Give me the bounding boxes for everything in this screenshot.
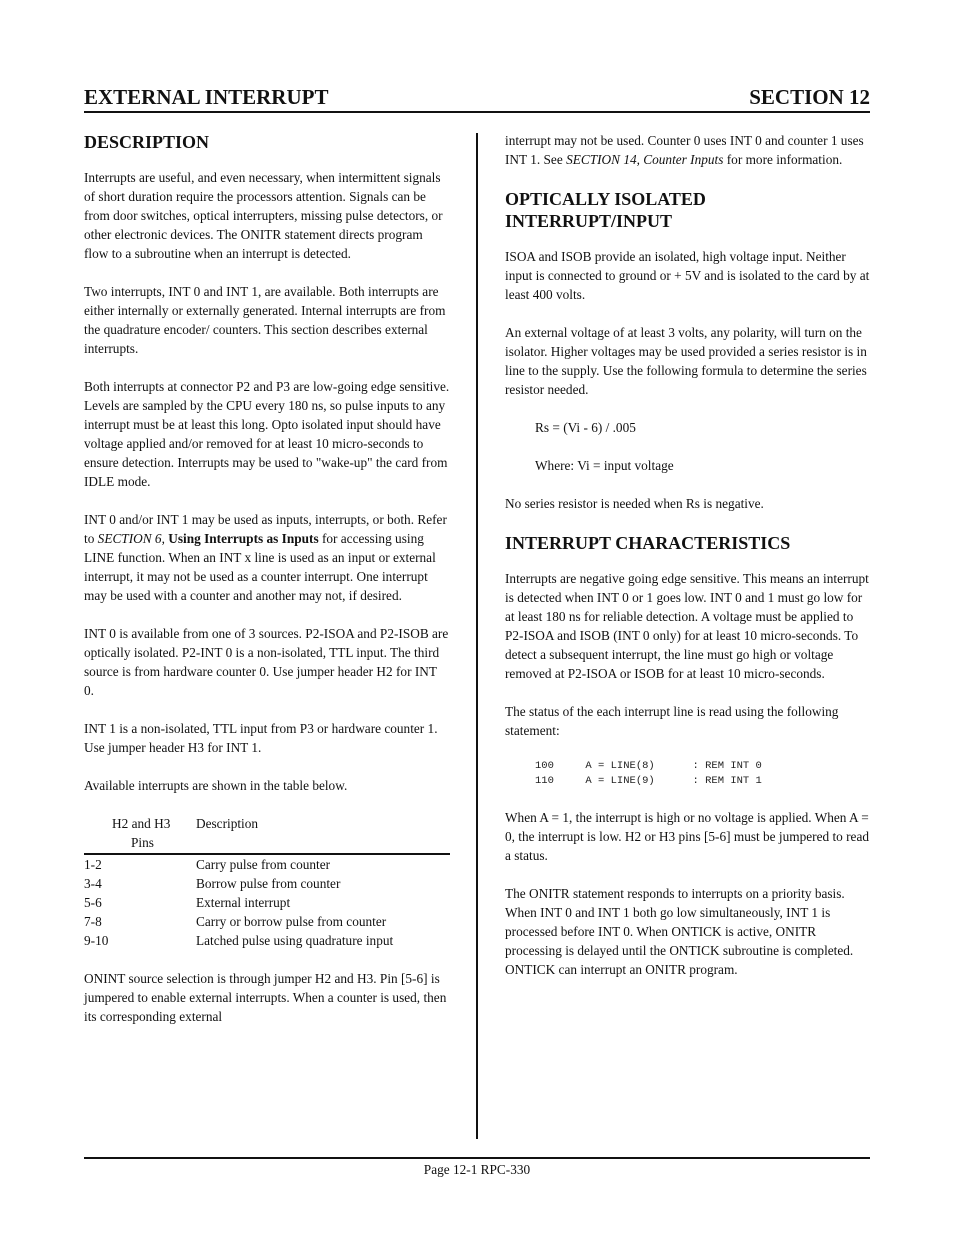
- column-divider: [476, 133, 478, 1139]
- paragraph: ONINT source selection is through jumper H2 and H3. Pin [5-6] is jumpered to enable external interrupts. When a counter is used, then its corresponding external: [84, 971, 447, 1024]
- pins-column-header: [84, 814, 196, 854]
- paragraph: Two interrupts, INT 0 and INT 1, are available. Both interrupts are either internally or externally generated. Internal interrupts are from the quadrature encoder/ counters. This section describes external interrupts.: [84, 284, 446, 356]
- section-reference: SECTION 14, Counter Inputs: [566, 152, 724, 167]
- page-footer: Page 12-1 RPC-330: [423, 1162, 531, 1177]
- text: INT 0 and/or INT 1 may be used as inputs, interrupts, or both. Refer to: [84, 512, 447, 546]
- bold-reference: Using Interrupts as Inputs: [168, 531, 319, 546]
- table-row: [84, 912, 450, 931]
- section-reference: SECTION 6: [97, 531, 162, 546]
- pins-cell: 7-8: [84, 914, 102, 929]
- left-column: [84, 131, 450, 1045]
- paragraph: [505, 131, 871, 169]
- description-cell: Borrow pulse from counter: [196, 876, 341, 891]
- paragraph: Available interrupts are shown in the table below.: [84, 778, 348, 793]
- interrupt-characteristics-heading: INTERRUPT CHARACTERISTICS: [505, 533, 791, 553]
- code-line: 110 A = LINE(9) : REM INT 1: [535, 775, 762, 787]
- footer-divider: [84, 1157, 870, 1159]
- paragraph: An external voltage of at least 3 volts, any polarity, will turn on the isolator. Higher voltages may be used provided a series resistor is in line to the supply. Use the following formula to determine the series resistor needed.: [505, 325, 867, 397]
- header-title: EXTERNAL INTERRUPT: [84, 85, 329, 109]
- header-line: H2 and H3: [112, 816, 171, 831]
- description-cell: Carry pulse from counter: [196, 857, 331, 872]
- table-row: [84, 893, 450, 912]
- paragraph: No series resistor is needed when Rs is negative.: [505, 496, 764, 511]
- table-row: [84, 854, 450, 874]
- table-header-row: [84, 814, 450, 854]
- pins-cell: 3-4: [84, 876, 102, 891]
- code-block: [535, 759, 871, 789]
- description-cell: External interrupt: [196, 895, 291, 910]
- header-line: Pins: [131, 835, 154, 850]
- header-section: SECTION 12: [749, 85, 870, 109]
- table-row: [84, 931, 450, 950]
- paragraph: [84, 510, 450, 605]
- paragraph: ISOA and ISOB provide an isolated, high voltage input. Neither input is connected to ground or + 5V and is isolated to the card by at least 400 volts.: [505, 249, 870, 302]
- description-cell: Carry or borrow pulse from counter: [196, 914, 387, 929]
- page-header: [84, 85, 870, 113]
- text: for more information.: [723, 152, 843, 167]
- pins-cell: 9-10: [84, 933, 109, 948]
- table-row: [84, 874, 450, 893]
- paragraph: The status of the each interrupt line is read using the following statement:: [505, 704, 839, 738]
- right-column: [505, 131, 871, 998]
- text: ,: [161, 531, 169, 546]
- paragraph: Interrupts are useful, and even necessary, when intermittent signals of short duration require the processors attention. Signals can be from door switches, optical interrupters, missing pulse detectors, or other electronic devices. The ONITR statement directs program flow to a subroutine when an interrupt is detected.: [84, 170, 443, 261]
- paragraph: Both interrupts at connector P2 and P3 are low-going edge sensitive. Levels are sampled by the CPU every 180 ns, so pulse inputs to any interrupt must be at least this long. Opto isolated input should have voltage applied and/or removed for at least 10 micro-seconds to ensure detection. Interrupts may be used to "wake-up" the card from IDLE mode.: [84, 379, 450, 489]
- pins-cell: 1-2: [84, 857, 102, 872]
- pins-cell: 5-6: [84, 895, 102, 910]
- paragraph: INT 0 is available from one of 3 sources. P2-ISOA and P2-ISOB are optically isolated. P2-INT 0 is a non-isolated, TTL input. The third source is from hardware counter 0. Use jumper header H2 for INT 0.: [84, 626, 449, 698]
- formula-where: Where: Vi = input voltage: [535, 458, 674, 473]
- description-cell: Latched pulse using quadrature input: [196, 933, 394, 948]
- code-line: 100 A = LINE(8) : REM INT 0: [535, 760, 762, 772]
- description-heading: DESCRIPTION: [84, 132, 210, 152]
- description-column-header: Description: [196, 814, 450, 854]
- formula: Rs = (Vi - 6) / .005: [535, 420, 636, 435]
- paragraph: Interrupts are negative going edge sensitive. This means an interrupt is detected when INT 0 or 1 goes low. INT 0 and 1 must go low for at least 180 ns for reliable detection. A voltage must be applied to P2-ISOA and ISOB (INT 0 only) for at least 10 micro-seconds. To detect a subsequent interrupt, the line must go high or voltage removed at P2-ISOA or ISOB for at least 10 micro-seconds.: [505, 571, 869, 681]
- text: interrupt may not be used. Counter 0 uses INT 0 and counter 1 uses INT 1. See: [505, 133, 864, 167]
- paragraph: INT 1 is a non-isolated, TTL input from P3 or hardware counter 1. Use jumper header H3 for INT 1.: [84, 721, 438, 755]
- text: for accessing using LINE function. When an INT x line is used as an input or external interrupt, it may not be used as a counter interrupt. One interrupt may be used with a counter and another may not, if desired.: [84, 531, 436, 603]
- paragraph: When A = 1, the interrupt is high or no voltage is applied. When A = 0, the interrupt is low. H2 or H3 pins [5-6] must be jumpered to read a status.: [505, 810, 869, 863]
- optically-isolated-heading: OPTICALLY ISOLATED INTERRUPT/INPUT: [505, 189, 706, 231]
- interrupts-table: [84, 814, 450, 950]
- paragraph: The ONITR statement responds to interrupts on a priority basis. When INT 0 and INT 1 both go low simultaneously, INT 1 is processed before INT 0. When ONTICK is active, ONITR processing is delayed until the ONTICK subroutine is completed. ONTICK can interrupt an ONITR program.: [505, 886, 854, 977]
